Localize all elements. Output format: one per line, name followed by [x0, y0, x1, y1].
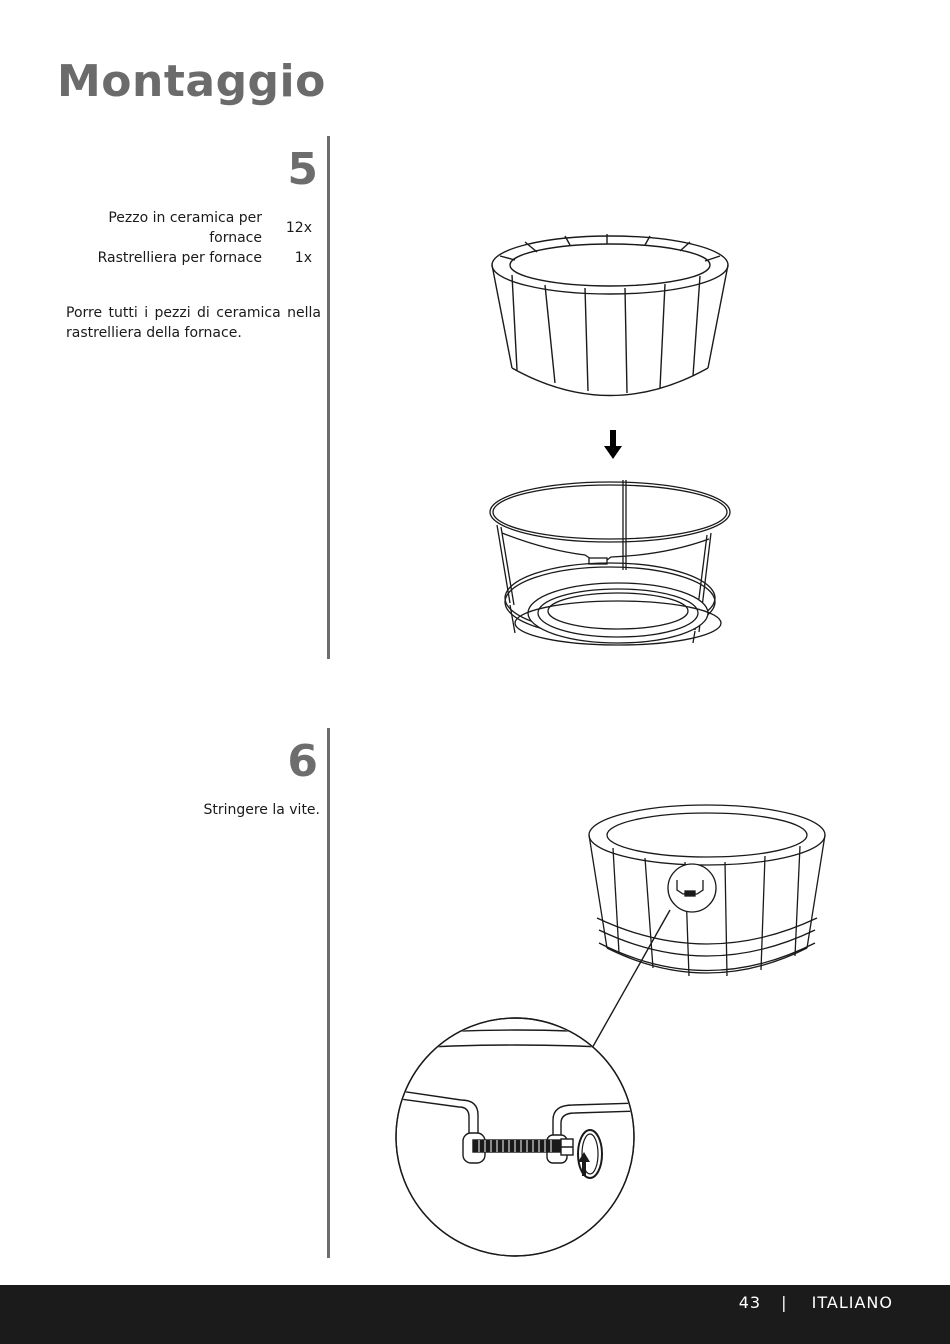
page-title: Montaggio	[57, 56, 326, 107]
down-arrow-icon	[603, 430, 623, 460]
step-5-divider	[327, 136, 330, 659]
kiln-rack-illustration	[485, 475, 735, 650]
parts-list	[60, 208, 322, 268]
rotate-arrow-icon	[570, 1124, 610, 1184]
page-number: 43	[738, 1293, 762, 1312]
step-6-instruction: Stringere la vite.	[203, 802, 320, 818]
footer-text	[733, 1293, 893, 1312]
part-quantity: 12x	[285, 220, 312, 236]
step-5-instruction: Porre tutti i pezzi di ceramica nella rastrelliera della fornace.	[66, 305, 321, 341]
part-name: Rastrelliera per fornace	[97, 250, 262, 266]
part-quantity: 1x	[294, 250, 312, 266]
part-name: Pezzo in ceramica per fornace	[108, 210, 262, 246]
language-label: ITALIANO	[811, 1293, 893, 1312]
step-5-number: 5	[287, 144, 318, 195]
ceramic-ring-illustration	[485, 228, 735, 403]
step-6-divider	[327, 728, 330, 1258]
page-footer	[0, 1285, 950, 1344]
part-row	[60, 208, 322, 248]
footer-separator: |	[781, 1293, 788, 1312]
part-row	[60, 248, 322, 268]
step-6-number: 6	[287, 736, 318, 787]
